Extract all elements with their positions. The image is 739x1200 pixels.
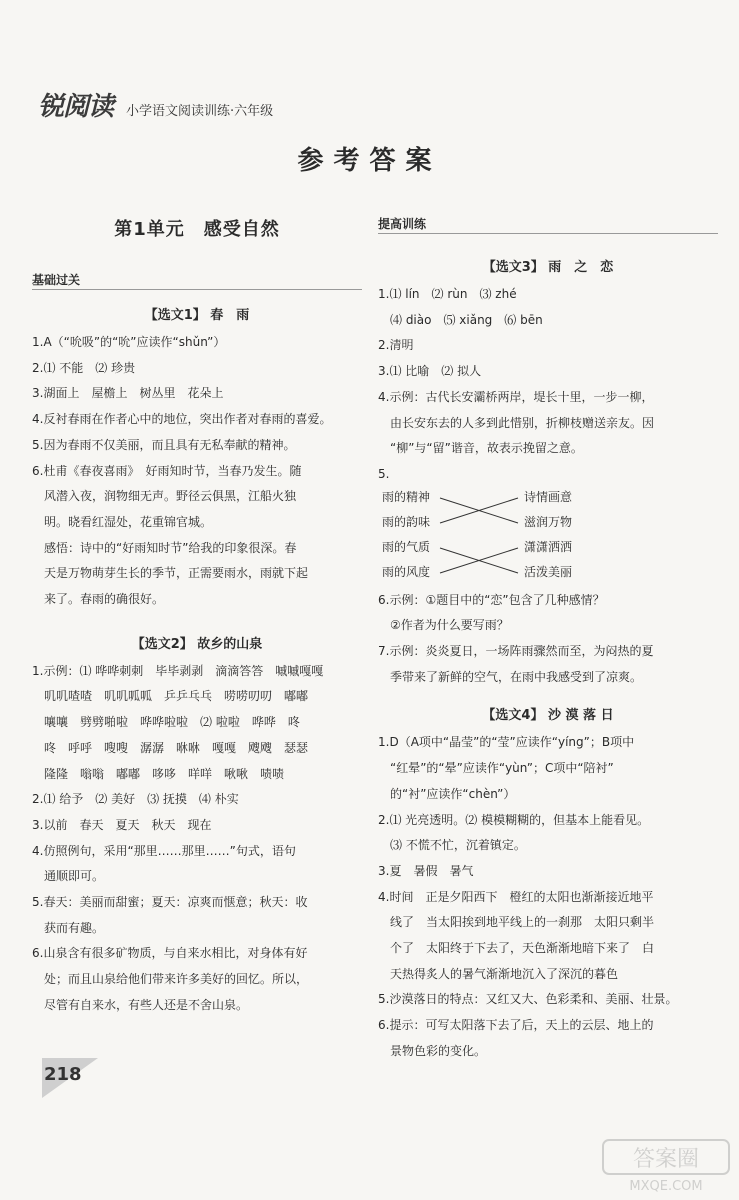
selection-2-answer-line: 4.仿照例句，采用“那里……那里……”句式，语句: [32, 843, 296, 858]
book-brand: [38, 86, 274, 126]
selection-4-answers: [378, 730, 718, 1064]
selection-1-answer-line: 2.⑴ 不能 ⑵ 珍贵: [32, 360, 136, 375]
selection-2-answer-line: 通顺即可。: [44, 869, 105, 884]
selection-2-answer-line: 隆隆 嗡嗡 嘟嘟 哆哆 咩咩 啾啾 啧啧: [44, 766, 285, 781]
match-right-4: 活泼美丽: [524, 564, 573, 579]
selection-1-answer-line: 1.A（“吮吸”的“吮”应读作“shǔn”）: [32, 335, 226, 349]
selection-3-answer-line: “柳”与“留”谐音，故表示挽留之意。: [390, 441, 583, 456]
selection-2-answer-line: 2.⑴ 给予 ⑵ 美好 ⑶ 抚摸 ⑷ 朴实: [32, 792, 239, 807]
selection-4-answer-line: 5.沙漠落日的特点：又红又大、色彩柔和、美丽、壮景。: [378, 992, 678, 1007]
selection-3-answer-line: ⑷ diào ⑸ xiǎng ⑹ bēn: [390, 312, 543, 327]
selection-3-answers-b: [378, 588, 718, 691]
selection-4-title: 【选文4】 沙 漠 落 日: [482, 708, 614, 724]
selection-1-title: 【选文1】 春 雨: [144, 308, 250, 323]
svg-text:MXQE.COM: MXQE.COM: [629, 1179, 703, 1194]
brand-logo: 锐阅读: [38, 92, 114, 122]
selection-2-answer-line: 咚 呼呼 嗖嗖 潺潺 咻咻 嘎嘎 飕飕 瑟瑟: [44, 740, 309, 755]
selection-2-answer-line: 6.山泉含有很多矿物质，与自来水相比，对身体有好: [32, 946, 308, 961]
selection-4-answer-line: 线了 当太阳挨到地平线上的一刹那 太阳只剩半: [390, 915, 655, 930]
selection-1-answer-line: 4.反衬春雨在作者心中的地位，突出作者对春雨的喜爱。: [32, 412, 332, 427]
selection-2-answer-line: 1.示例：⑴ 哗哗刺刺 毕毕剥剥 滴滴答答 嘁嘁嘎嘎: [32, 663, 324, 678]
unit-title: 第1单元 感受自然: [114, 219, 280, 240]
selection-3-answer-line: 5.: [378, 466, 390, 481]
book-subtitle: 小学语文阅读训练·六年级: [126, 104, 274, 119]
selection-4-answer-line: 景物色彩的变化。: [390, 1043, 487, 1058]
right-column: [378, 215, 718, 1065]
selection-4-answer-line: 3.夏 暑假 暑气: [378, 863, 474, 878]
selection-1-answer-line: 3.湖面上 屋檐上 树丛里 花朵上: [32, 386, 224, 401]
selection-4-answer-line: 个了 太阳终于下去了，天色渐渐地暗下来了 白: [390, 941, 655, 956]
match-left-2: 雨的韵味: [382, 514, 431, 529]
section-advanced: 提高训练: [378, 215, 718, 234]
match-right-2: 滋润万物: [524, 514, 573, 529]
section-basic: 基础过关: [32, 271, 362, 290]
match-left-1: 雨的精神: [382, 489, 431, 504]
selection-2-answer-line: 尽管有自来水，有些人还是不舍山泉。: [44, 997, 249, 1012]
watermark-logo: [601, 1136, 731, 1194]
selection-3-answer-line: 季带来了新鲜的空气，在雨中我感受到了凉爽。: [390, 669, 643, 684]
selection-3-answer-line: 1.⑴ lín ⑵ rùn ⑶ zhé: [378, 287, 517, 301]
matching-exercise: [378, 488, 718, 588]
selection-4-answer-line: 的“衬”应读作“chèn”）: [390, 786, 516, 801]
match-left-4: 雨的风度: [382, 564, 431, 579]
selection-3-answer-line: 2.清明: [378, 338, 414, 353]
selection-2-answers: [32, 659, 362, 1019]
selection-4-answer-line: 1.D（A项中“晶莹”的“莹”应读作“yíng”；B项中: [378, 735, 635, 750]
selection-2-answer-line: 3.以前 春天 夏天 秋天 现在: [32, 817, 212, 832]
match-right-1: 诗情画意: [524, 489, 573, 504]
selection-1-answer-line: 天是万物萌芽生长的季节，正需要雨水，雨就下起: [44, 566, 309, 581]
selection-1-answer-line: 风潜入夜，润物细无声。野径云俱黑，江船火独: [44, 489, 297, 504]
selection-3-answer-line: 由长安东去的人多到此惜别，折柳枝赠送亲友。因: [390, 415, 655, 430]
selection-2-answer-line: 获而有趣。: [44, 920, 105, 935]
selection-1-answers: [32, 330, 362, 613]
selection-3-answer-line: 3.⑴ 比喻 ⑵ 拟人: [378, 364, 482, 379]
selection-4-answer-line: 6.提示：可写太阳落下去了后，天上的云层、地上的: [378, 1018, 654, 1033]
page-number-badge: [42, 1058, 102, 1102]
selection-3-answer-line: 4.示例：古代长安灞桥两岸，堤长十里，一步一柳，: [378, 389, 654, 404]
selection-2-answer-line: 叽叽喳喳 叽叽呱呱 乒乒乓乓 唠唠叨叨 嘟嘟: [44, 689, 309, 704]
selection-1-answer-line: 5.因为春雨不仅美丽，而且具有无私奉献的精神。: [32, 437, 296, 452]
selection-3-answer-line: 6.示例：①题目中的“恋”包含了几种感情？: [378, 592, 605, 607]
selection-4-answer-line: “红晕”的“晕”应读作“yùn”；C项中“陪衬”: [390, 761, 614, 776]
selection-3-answer-line: ②作者为什么要写雨？: [390, 618, 509, 633]
selection-1-answer-line: 来了。春雨的确很好。: [44, 592, 165, 607]
selection-3-title: 【选文3】 雨 之 恋: [482, 260, 614, 275]
selection-2-title: 【选文2】 故乡的山泉: [131, 636, 263, 652]
selection-1-answer-line: 感悟：诗中的“好雨知时节”给我的印象很深。春: [44, 540, 297, 555]
page-number: 218: [44, 1064, 82, 1085]
match-left-3: 雨的气质: [382, 539, 431, 554]
selection-3-answers-a: [378, 282, 718, 488]
svg-text:答案圈: 答案圈: [632, 1147, 700, 1172]
selection-2-answer-line: 处；而且山泉给他们带来许多美好的回忆。所以，: [44, 972, 309, 987]
page-title: 参考答案: [297, 146, 442, 176]
selection-4-answer-line: 2.⑴ 光亮透明。⑵ 模模糊糊的，但基本上能看见。: [378, 812, 650, 827]
selection-4-answer-line: 天热得炙人的暑气渐渐地沉入了深沉的暮色: [390, 966, 619, 981]
left-column: [32, 215, 362, 1019]
selection-4-answer-line: ⑶ 不慌不忙，沉着镇定。: [390, 838, 526, 853]
selection-4-answer-line: 4.时间 正是夕阳西下 橙红的太阳也渐渐接近地平: [378, 889, 654, 904]
selection-2-answer-line: 5.春天：美丽而甜蜜；夏天：凉爽而惬意；秋天：收: [32, 895, 308, 910]
selection-3-answer-line: 7.示例：炎炎夏日，一场阵雨骤然而至，为闷热的夏: [378, 644, 654, 659]
selection-1-answer-line: 明。晓看红湿处，花重锦官城。: [44, 514, 213, 529]
match-right-3: 潇潇洒洒: [524, 539, 573, 554]
selection-1-answer-line: 6.杜甫《春夜喜雨》 好雨知时节，当春乃发生。随: [32, 463, 302, 478]
selection-2-answer-line: 嚷嚷 劈劈啪啦 哗哗啦啦 ⑵ 啦啦 哗哗 咚: [44, 715, 300, 730]
